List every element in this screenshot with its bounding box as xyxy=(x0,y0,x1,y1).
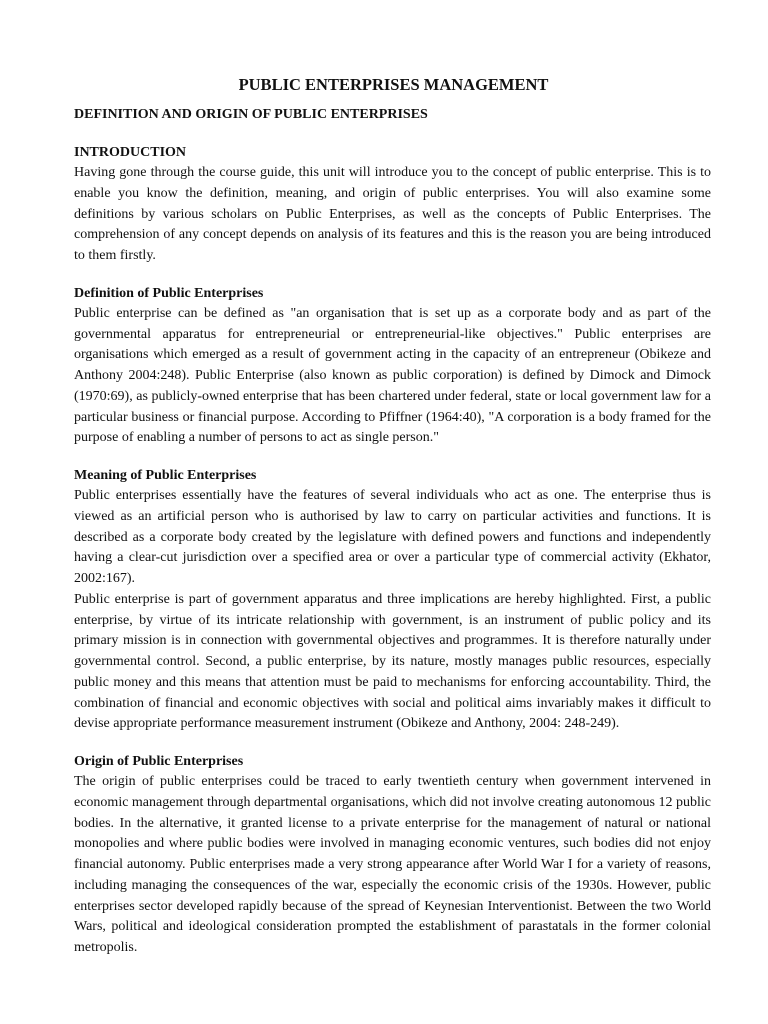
paragraph-introduction: Having gone through the course guide, this unit will introduce you to the concept of public enterprise. This is to enable you know the definition, meaning, and origin of public enterprises. You will also examine some definitions by various scholars on Public Enterprises, as well as the concepts of Public Enterprises. The comprehension of any concept depends on analysis of its features and this is the reason you are being introduced to them firstly. xyxy=(74,165,711,263)
section-heading-meaning: Meaning of Public Enterprises xyxy=(74,468,257,483)
section-definition xyxy=(74,284,711,449)
paragraph-origin: The origin of public enterprises could be traced to early twentieth century when government intervened in economic management through departmental organisations, which did not involve creating autonomous 12 public bodies. In the alternative, it granted license to a private enterprise for the management of natural or national monopolies and where public bodies were involved in managing economic ventures, such bodies did not enjoy financial autonomy. Public enterprises made a very strong appearance after World War I for a variety of reasons, including managing the consequences of the war, especially the economic crisis of the 1930s. However, public enterprises sector developed rapidly because of the spread of Keynesian Interventionist. Between the two World Wars, political and ideological consideration prompted the establishment of parastatals in the former colonial metropolis. xyxy=(74,774,711,955)
document-subtitle: DEFINITION AND ORIGIN OF PUBLIC ENTERPRISES xyxy=(74,107,428,122)
paragraph-definition: Public enterprise can be defined as "an organisation that is set up as a corporate body and as part of the governmental apparatus for entrepreneurial or entrepreneurial-like objectives." Public enterprises are organisations which emerged as a result of government acting in the capacity of an entrepreneur (Obikeze and Anthony 2004:248). Public Enterprise (also known as public corporation) is defined by Dimock and Dimock (1970:69), as publicly-owned enterprise that has been chartered under federal, state or local government law for a particular business or financial purpose. According to Pfiffner (1964:40), "A corporation is a body framed for the purpose of enabling a number of persons to act as single person." xyxy=(74,305,711,446)
section-heading-definition: Definition of Public Enterprises xyxy=(74,285,264,301)
section-heading-introduction: INTRODUCTION xyxy=(74,145,187,160)
document-page xyxy=(74,74,711,959)
paragraph-meaning-2: Public enterprise is part of government apparatus and three implications are hereby highlighted. First, a public enterprise, by virtue of its intricate relationship with government, is an instrument of public policy and its primary mission is in connection with governmental objectives and programmes. It is therefore naturally under governmental control. Second, a public enterprise, by its nature, mostly manages public resources, especially public money and this means that attention must be paid to mechanisms for enforcing accountability. Third, the combination of financial and economic objectives with social and political aims invariably makes it difficult to devise appropriate performance measurement instrument (Obikeze and Anthony, 2004: 248-249). xyxy=(74,591,711,732)
document-title: PUBLIC ENTERPRISES MANAGEMENT xyxy=(238,75,549,94)
section-origin xyxy=(74,752,711,959)
paragraph-meaning-1: Public enterprises essentially have the features of several individuals who act as one. The enterprise thus is viewed as an artificial person who is authorised by law to carry on particular activities and functions. It is described as a corporate body created by the legislature with defined powers and functions and independently having a clear-cut jurisdiction over a specified area or over a particular type of commercial activity (Ekhator, 2002:167). xyxy=(74,488,711,586)
section-heading-origin: Origin of Public Enterprises xyxy=(74,754,244,769)
section-introduction xyxy=(74,143,711,267)
section-meaning xyxy=(74,466,711,735)
